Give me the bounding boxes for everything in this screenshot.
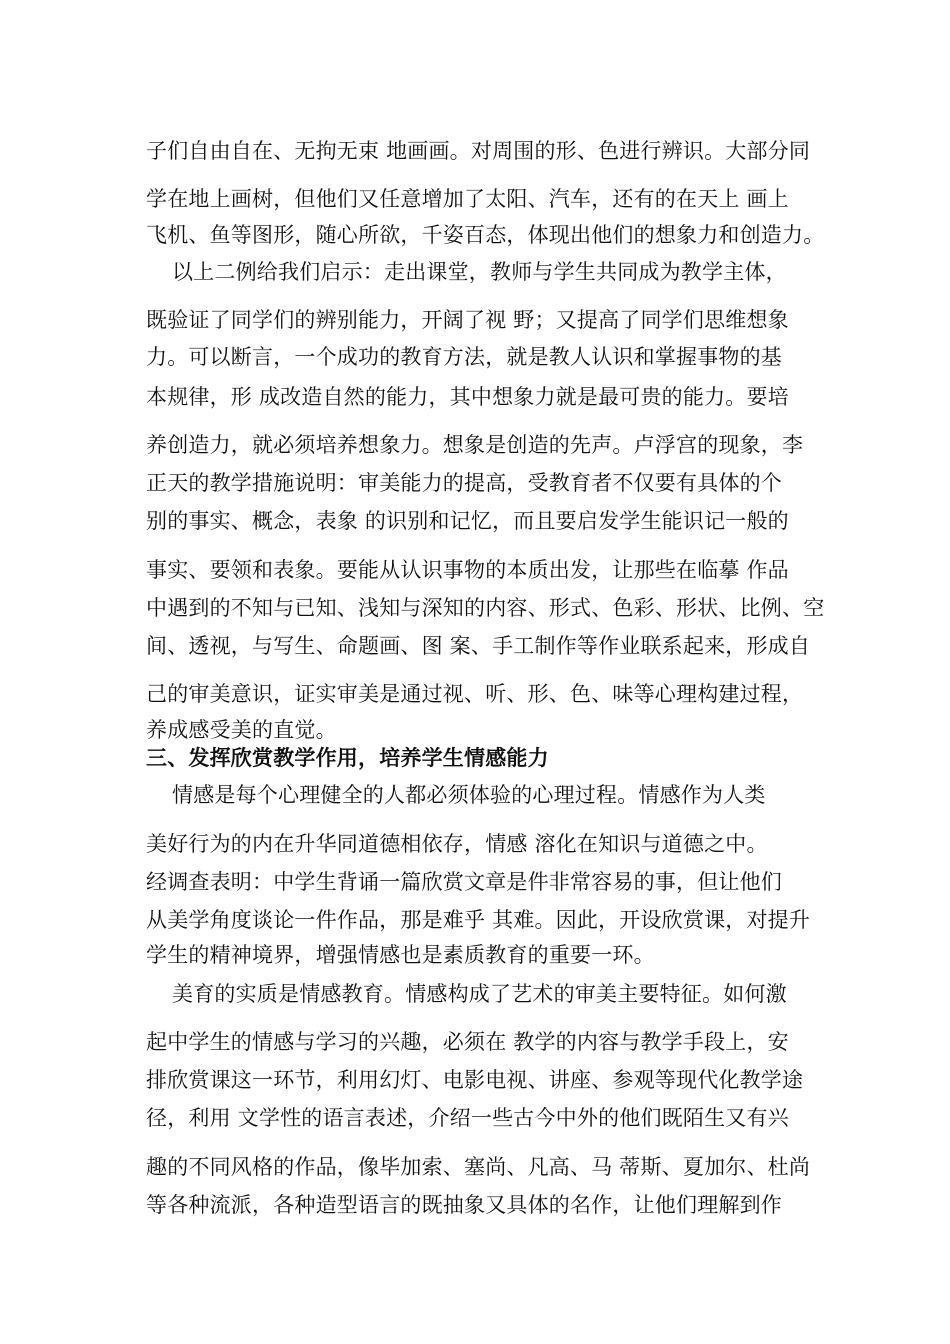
text-line: 间、透视，与写生、命题画、图 案、手工制作等作业联系起来，形成自 [146,634,811,658]
text-line: 中遇到的不知与已知、浅知与深知的内容、形式、色彩、形状、比例、空 [146,596,825,620]
section-heading: 三、发挥欣赏教学作用，培养学生情感能力 [146,745,549,770]
text-line: 美好行为的内在升华同道德相依存，情感 溶化在知识与道德之中。 [146,832,768,856]
text-line: 情感是每个心理健全的人都必须体验的心理过程。情感作为人类 [172,783,766,807]
text-line: 美育的实质是情感教育。情感构成了艺术的审美主要特征。如何激 [172,982,787,1006]
text-line: 己的审美意识，证实审美是通过视、听、形、色、味等心理构建过程， [146,682,804,706]
text-line: 经调查表明：中学生背诵一篇欣赏文章是件非常容易的事，但让他们 [146,870,782,894]
text-line: 子们自由自在、无拘无束 地画画。对周围的形、色进行辨识。大部分同 [146,139,811,163]
text-line: 排欣赏课这一环节，利用幻灯、电影电视、讲座、参观等现代化教学途 [146,1068,804,1092]
text-line: 事实、要领和表象。要能从认识事物的本质出发，让那些在临摹 作品 [146,558,789,582]
text-line: 等各种流派，各种造型语言的既抽象又具体的名作，让他们理解到作 [146,1193,782,1217]
text-line: 趣的不同风格的作品，像毕加索、塞尚、凡高、马 蒂斯、夏加尔、杜尚 [146,1155,811,1179]
text-line: 径，利用 文学性的语言表述，介绍一些古今中外的他们既陌生又有兴 [146,1106,789,1130]
text-line: 本规律，形 成改造自然的能力，其中想象力就是最可贵的能力。要培 [146,385,789,409]
text-line: 从美学角度谈论一件作品，那是难乎 其难。因此，开设欣赏课，对提升 [146,908,811,932]
text-line: 飞机、鱼等图形，随心所欲，千姿百态，体现出他们的想象力和创造力。 [146,223,825,247]
text-line: 正天的教学措施说明：审美能力的提高，受教育者不仅要有具体的个 [146,471,782,495]
text-line: 既验证了同学们的辨别能力，开阔了视 野；又提高了同学们思维想象 [146,308,789,332]
text-line: 养成感受美的直觉。 [146,718,337,742]
text-line: 学在地上画树，但他们又任意增加了太阳、汽车，还有的在天上 画上 [146,187,789,211]
text-line: 学生的精神境界，增强情感也是素质教育的重要一环。 [146,943,655,967]
text-line: 力。可以断言，一个成功的教育方法，就是教人认识和掌握事物的基 [146,345,782,369]
text-line: 别的事实、概念，表象 的识别和记忆，而且要启发学生能识记一般的 [146,509,789,533]
text-line: 养创造力，就必须培养想象力。想象是创造的先声。卢浮宫的现象，李 [146,433,804,457]
text-line: 以上二例给我们启示：走出课堂，教师与学生共同成为教学主体， [172,260,787,284]
text-line: 起中学生的情感与学习的兴趣，必须在 教学的内容与教学手段上，安 [146,1030,789,1054]
